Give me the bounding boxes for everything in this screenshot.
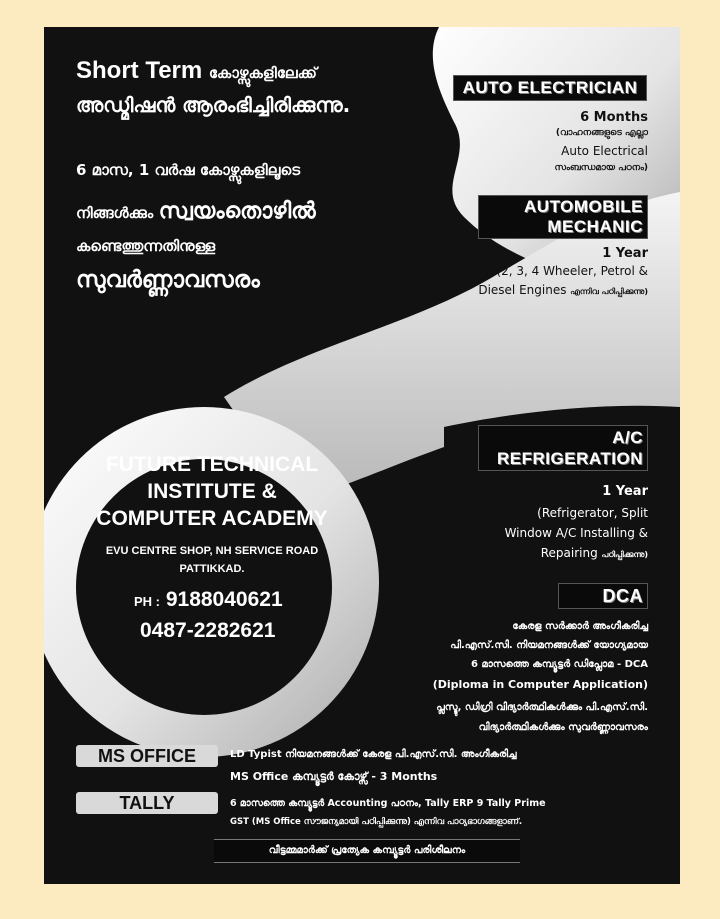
headline-golden-opportunity: സുവർണ്ണാവസരം — [76, 267, 260, 293]
automobile-title2: MECHANIC — [547, 217, 643, 236]
dca-line5: പ്ലസ്ടു, ഡിഗ്രി വിദ്യാർത്ഥികൾക്കും പി.എസ്.സി. — [436, 702, 648, 713]
headline-admission: അഡ്മിഷൻ ആരംഭിച്ചിരിക്കുന്നു. — [76, 93, 351, 117]
course-title-dca: DCA — [558, 583, 648, 609]
automobile-desc2: Diesel Engines — [478, 283, 567, 297]
automobile-desc2-ml: എന്നിവ പഠിപ്പിക്കുന്നു) — [570, 287, 648, 296]
automobile-duration: 1 Year — [602, 246, 648, 261]
headline-you-too: നിങ്ങൾക്കും — [76, 204, 154, 222]
phone-mobile: 9188040621 — [165, 588, 283, 611]
tally-line1: 6 മാസത്തെ കമ്പ്യൂട്ടർ Accounting പഠനം, Tally ERP 9 Tally Prime — [230, 798, 546, 809]
headline-find: കണ്ടെത്തുന്നതിനുള്ള — [76, 237, 216, 255]
ms-office-line2: MS Office കമ്പ്യൂട്ടർ കോഴ്സ് - 3 Months — [230, 770, 438, 783]
course-title-automobile-mechanic — [478, 195, 648, 239]
headline-courses: കോഴ്സുകളിലേക്ക് — [208, 65, 317, 82]
auto-electrician-desc3: സംബന്ധമായ പഠനം) — [554, 163, 648, 173]
course-title-tally: TALLY — [76, 792, 218, 814]
course-title-ms-office: MS OFFICE — [76, 745, 218, 767]
ac-desc1: (Refrigerator, Split — [537, 506, 648, 520]
institute-name-line1: FUTURE TECHNICAL — [105, 453, 319, 476]
auto-electrician-duration: 6 Months — [580, 110, 648, 125]
institute-name — [94, 451, 330, 532]
course-title-ac-refrigeration — [478, 425, 648, 471]
course-title-auto-electrician: AUTO ELECTRICIAN — [453, 75, 647, 101]
automobile-desc1: (2, 3, 4 Wheeler, Petrol & — [496, 264, 648, 278]
headline-self-employment: സ്വയംതൊഴിൽ — [158, 199, 316, 224]
headline-short-term: Short Term — [76, 57, 203, 84]
tally-line2: GST (MS Office സൗജന്യമായി പഠിപ്പിക്കുന്നു) എന്നിവ പാഠ്യഭാഗങ്ങളാണ്. — [230, 817, 523, 827]
ac-desc3: Repairing — [540, 546, 598, 560]
dca-line2: പി.എസ്.സി. നിയമനങ്ങൾക്ക് യോഗ്യമായ — [450, 640, 648, 651]
auto-electrician-desc2: Auto Electrical — [561, 144, 648, 158]
ac-desc3-ml: പഠിപ്പിക്കുന്നു) — [601, 550, 648, 559]
ms-office-line1: LD Typist നിയമനങ്ങൾക്ക് കേരള പി.എസ്.സി. അംഗീകരിച്ച — [230, 749, 517, 760]
institute-name-line3: COMPUTER ACADEMY — [96, 507, 328, 530]
dca-line1: കേരള സർക്കാർ അംഗീകരിച്ച — [512, 621, 648, 632]
ac-title2: REFRIGERATION — [497, 449, 643, 468]
phone-label: PH : — [134, 594, 160, 609]
institute-address2: PATTIKKAD. — [179, 563, 245, 575]
footer-banner: വീട്ടമ്മമാർക്ക് പ്രത്യേക കമ്പ്യൂട്ടർ പരിശീലനം — [214, 839, 520, 863]
auto-electrician-desc1: (വാഹനങ്ങളുടെ എല്ലാ — [555, 128, 648, 138]
institute-address1: EVU CENTRE SHOP, NH SERVICE ROAD — [105, 545, 319, 557]
dca-line4: (Diploma in Computer Application) — [432, 678, 648, 691]
ac-desc2: Window A/C Installing & — [504, 526, 648, 540]
ac-title1: A/C — [612, 428, 643, 447]
ac-duration: 1 Year — [602, 484, 648, 499]
dca-line3: 6 മാസത്തെ കമ്പ്യൂട്ടർ ഡിപ്ലോമ - DCA — [471, 659, 648, 670]
institute-name-line2: INSTITUTE & — [147, 480, 277, 503]
headline-duration: 6 മാസ, 1 വർഷ കോഴ്സുകളിലൂടെ — [76, 161, 301, 179]
phone-landline: 0487-2282621 — [140, 619, 276, 642]
dca-line6: വിദ്യാർത്ഥികൾക്കും സുവർണ്ണാവസരം — [478, 722, 648, 733]
automobile-title1: AUTOMOBILE — [524, 197, 643, 216]
poster — [44, 27, 680, 884]
